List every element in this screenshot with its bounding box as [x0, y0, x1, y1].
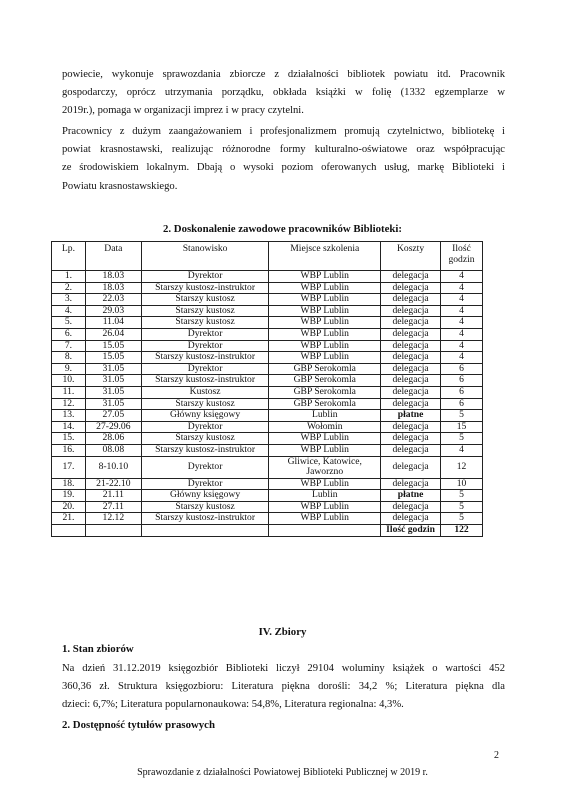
cell-lp: 12. — [52, 398, 86, 410]
paragraph-line: Powiatu krasnostawskiego. — [62, 180, 178, 192]
total-label: Ilość godzin — [381, 525, 441, 537]
cell-hours: 4 — [441, 340, 483, 352]
cell-lp: 15. — [52, 433, 86, 445]
cell-hours: 4 — [441, 305, 483, 317]
cell-position: Dyrektor — [141, 456, 269, 478]
table-row — [52, 421, 483, 433]
cell-date: 31.05 — [85, 386, 141, 398]
table-header-row — [52, 242, 483, 271]
training-section-title: 2. Doskonalenie zawodowe pracowników Biblioteki: — [162, 223, 403, 235]
header-place: Miejsce szkolenia — [269, 242, 381, 271]
cell-place: WBP Lublin — [269, 513, 381, 525]
cell-position: Starszy kustosz — [141, 317, 269, 329]
cell-cost: delegacja — [381, 456, 441, 478]
paragraph-line: dzieci: 6,7%; Literatura popularnonaukowa: 54,8%, Literatura regionalna: 4,3%. — [62, 699, 404, 711]
table-row — [52, 513, 483, 525]
table-row — [52, 317, 483, 329]
cell-cost: delegacja — [381, 375, 441, 387]
empty-cell — [52, 525, 86, 537]
cell-place: WBP Lublin — [269, 444, 381, 456]
cell-hours: 6 — [441, 398, 483, 410]
cell-place: WBP Lublin — [269, 317, 381, 329]
cell-date: 8-10.10 — [85, 456, 141, 478]
cell-hours: 10 — [441, 478, 483, 490]
cell-position: Kustosz — [141, 386, 269, 398]
cell-position: Starszy kustosz-instruktor — [141, 282, 269, 294]
cell-lp: 3. — [52, 294, 86, 306]
table-row — [52, 490, 483, 502]
cell-hours: 6 — [441, 363, 483, 375]
cell-hours: 6 — [441, 386, 483, 398]
cell-position: Dyrektor — [141, 421, 269, 433]
cell-position: Starszy kustosz-instruktor — [141, 444, 269, 456]
table-row — [52, 433, 483, 445]
cell-lp: 19. — [52, 490, 86, 502]
cell-date: 27.05 — [85, 410, 141, 422]
paragraph-line: Pracownicy z dużym zaangażowaniem i profesjonalizmem promują czytelnictwo, bibliotekę i — [62, 126, 505, 137]
cell-place: GBP Serokomla — [269, 386, 381, 398]
table-row — [52, 294, 483, 306]
paragraph-line: 2019r.), pomaga w organizacji imprez i w pracy czytelni. — [62, 105, 304, 117]
cell-hours: 6 — [441, 375, 483, 387]
cell-position: Starszy kustosz — [141, 501, 269, 513]
cell-date: 15.05 — [85, 352, 141, 364]
paragraph-line: ze środowiskiem lokalnym. Dbają o wysoki poziom oferowanych usług, markę Biblioteki i — [62, 162, 505, 174]
intro-paragraph — [62, 66, 505, 121]
paragraph-line: powiecie, wykonuje sprawozdania zbiorcze z działalności bibliotek powiatu itd. Pracownik — [62, 69, 505, 80]
paragraph-line: powiat krasnostawski, realizując różnorodne formy kulturalno-oświatowe oraz współpracując — [62, 144, 505, 156]
cell-lp: 16. — [52, 444, 86, 456]
cell-date: 12.12 — [85, 513, 141, 525]
cell-place: GBP Serokomla — [269, 363, 381, 375]
cell-place: WBP Lublin — [269, 271, 381, 283]
cell-cost: delegacja — [381, 433, 441, 445]
cell-lp: 6. — [52, 328, 86, 340]
cell-lp: 5. — [52, 317, 86, 329]
cell-cost: delegacja — [381, 513, 441, 525]
cell-hours: 4 — [441, 352, 483, 364]
cell-place: WBP Lublin — [269, 305, 381, 317]
cell-date: 26.04 — [85, 328, 141, 340]
table-row — [52, 410, 483, 422]
cell-lp: 8. — [52, 352, 86, 364]
cell-position: Dyrektor — [141, 363, 269, 375]
cell-place: WBP Lublin — [269, 352, 381, 364]
cell-place: Gliwice, Katowice, Jaworzno — [269, 456, 381, 478]
cell-position: Starszy kustosz-instruktor — [141, 352, 269, 364]
cell-lp: 21. — [52, 513, 86, 525]
cell-position: Starszy kustosz — [141, 294, 269, 306]
cell-position: Starszy kustosz-instruktor — [141, 513, 269, 525]
cell-cost: delegacja — [381, 363, 441, 375]
cell-date: 21.11 — [85, 490, 141, 502]
cell-lp: 4. — [52, 305, 86, 317]
cell-cost: delegacja — [381, 352, 441, 364]
cell-hours: 4 — [441, 294, 483, 306]
cell-hours: 4 — [441, 271, 483, 283]
cell-cost: delegacja — [381, 282, 441, 294]
cell-cost: delegacja — [381, 444, 441, 456]
table-row — [52, 478, 483, 490]
cell-lp: 10. — [52, 375, 86, 387]
cell-cost: delegacja — [381, 317, 441, 329]
table-row — [52, 271, 483, 283]
table-row — [52, 375, 483, 387]
cell-place: Lublin — [269, 410, 381, 422]
cell-position: Starszy kustosz — [141, 398, 269, 410]
cell-place: GBP Serokomla — [269, 398, 381, 410]
page-footer: Sprawozdanie z działalności Powiatowej Biblioteki Publicznej w 2019 r. — [137, 767, 428, 778]
header-date: Data — [85, 242, 141, 271]
cell-date: 22.03 — [85, 294, 141, 306]
header-position: Stanowisko — [141, 242, 269, 271]
table-row — [52, 363, 483, 375]
cell-place: WBP Lublin — [269, 294, 381, 306]
cell-cost: delegacja — [381, 271, 441, 283]
cell-position: Główny księgowy — [141, 490, 269, 502]
paragraph-line: 360,36 zł. Struktura księgozbioru: Literatura piękna dorośli: 34,2 %; Literatura piękna dla — [62, 681, 505, 693]
cell-lp: 18. — [52, 478, 86, 490]
cell-date: 27.11 — [85, 501, 141, 513]
cell-date: 08.08 — [85, 444, 141, 456]
table-row — [52, 398, 483, 410]
cell-place: WBP Lublin — [269, 478, 381, 490]
cell-cost: delegacja — [381, 305, 441, 317]
cell-date: 18.03 — [85, 282, 141, 294]
cell-hours: 15 — [441, 421, 483, 433]
collections-subheading-stock: 1. Stan zbiorów — [62, 643, 134, 655]
cell-hours: 12 — [441, 456, 483, 478]
training-table — [51, 241, 483, 537]
table-row — [52, 456, 483, 478]
table-row — [52, 386, 483, 398]
cell-hours: 5 — [441, 410, 483, 422]
cell-cost: delegacja — [381, 421, 441, 433]
collections-paragraph — [62, 660, 505, 715]
cell-hours: 5 — [441, 433, 483, 445]
cell-position: Dyrektor — [141, 340, 269, 352]
cell-date: 18.03 — [85, 271, 141, 283]
cell-lp: 11. — [52, 386, 86, 398]
cell-position: Starszy kustosz — [141, 305, 269, 317]
header-lp: Lp. — [52, 242, 86, 271]
paragraph-line: Na dzień 31.12.2019 księgozbiór Biblioteki liczył 29104 woluminy książek o wartości 452 — [62, 663, 505, 674]
cell-position: Dyrektor — [141, 478, 269, 490]
table-row — [52, 328, 483, 340]
cell-place: Wołomin — [269, 421, 381, 433]
cell-position: Dyrektor — [141, 271, 269, 283]
cell-lp: 2. — [52, 282, 86, 294]
cell-cost: płatne — [381, 410, 441, 422]
cell-hours: 5 — [441, 501, 483, 513]
cell-cost: delegacja — [381, 328, 441, 340]
cell-cost: delegacja — [381, 478, 441, 490]
cell-place: GBP Serokomla — [269, 375, 381, 387]
cell-cost: delegacja — [381, 398, 441, 410]
table-row — [52, 352, 483, 364]
table-total-row — [52, 525, 483, 537]
cell-hours: 4 — [441, 444, 483, 456]
cell-lp: 9. — [52, 363, 86, 375]
cell-date: 31.05 — [85, 375, 141, 387]
cell-cost: delegacja — [381, 340, 441, 352]
cell-position: Starszy kustosz — [141, 433, 269, 445]
cell-date: 21-22.10 — [85, 478, 141, 490]
cell-date: 31.05 — [85, 363, 141, 375]
cell-date: 29.03 — [85, 305, 141, 317]
cell-date: 11.04 — [85, 317, 141, 329]
empty-cell — [85, 525, 141, 537]
cell-place: WBP Lublin — [269, 433, 381, 445]
cell-lp: 20. — [52, 501, 86, 513]
table-row — [52, 282, 483, 294]
cell-position: Starszy kustosz-instruktor — [141, 375, 269, 387]
cell-lp: 14. — [52, 421, 86, 433]
cell-lp: 7. — [52, 340, 86, 352]
page-number: 2 — [494, 750, 499, 761]
cell-hours: 4 — [441, 282, 483, 294]
cell-date: 15.05 — [85, 340, 141, 352]
cell-place: WBP Lublin — [269, 340, 381, 352]
cell-hours: 5 — [441, 490, 483, 502]
collections-section-title: IV. Zbiory — [258, 626, 307, 638]
empty-cell — [269, 525, 381, 537]
cell-position: Główny księgowy — [141, 410, 269, 422]
training-table-body — [52, 271, 483, 525]
cell-position: Dyrektor — [141, 328, 269, 340]
cell-place: WBP Lublin — [269, 328, 381, 340]
table-row — [52, 340, 483, 352]
table-row — [52, 501, 483, 513]
cell-date: 27-29.06 — [85, 421, 141, 433]
cell-hours: 4 — [441, 328, 483, 340]
staff-paragraph — [62, 123, 505, 196]
empty-cell — [141, 525, 269, 537]
header-cost: Koszty — [381, 242, 441, 271]
paragraph-line: gospodarczy, oprócz utrzymania porządku, obkłada książki w folię (1332 egzemplarze w — [62, 87, 505, 99]
cell-cost: delegacja — [381, 294, 441, 306]
table-row — [52, 444, 483, 456]
cell-lp: 13. — [52, 410, 86, 422]
cell-date: 31.05 — [85, 398, 141, 410]
cell-hours: 4 — [441, 317, 483, 329]
cell-hours: 5 — [441, 513, 483, 525]
cell-cost: delegacja — [381, 501, 441, 513]
cell-place: WBP Lublin — [269, 282, 381, 294]
cell-date: 28.06 — [85, 433, 141, 445]
cell-lp: 1. — [52, 271, 86, 283]
table-row — [52, 305, 483, 317]
cell-cost: płatne — [381, 490, 441, 502]
cell-place: Lublin — [269, 490, 381, 502]
collections-subheading-press: 2. Dostępność tytułów prasowych — [62, 719, 215, 731]
header-hours: Ilość godzin — [441, 242, 483, 271]
total-value: 122 — [441, 525, 483, 537]
cell-cost: delegacja — [381, 386, 441, 398]
cell-lp: 17. — [52, 456, 86, 478]
cell-place: WBP Lublin — [269, 501, 381, 513]
